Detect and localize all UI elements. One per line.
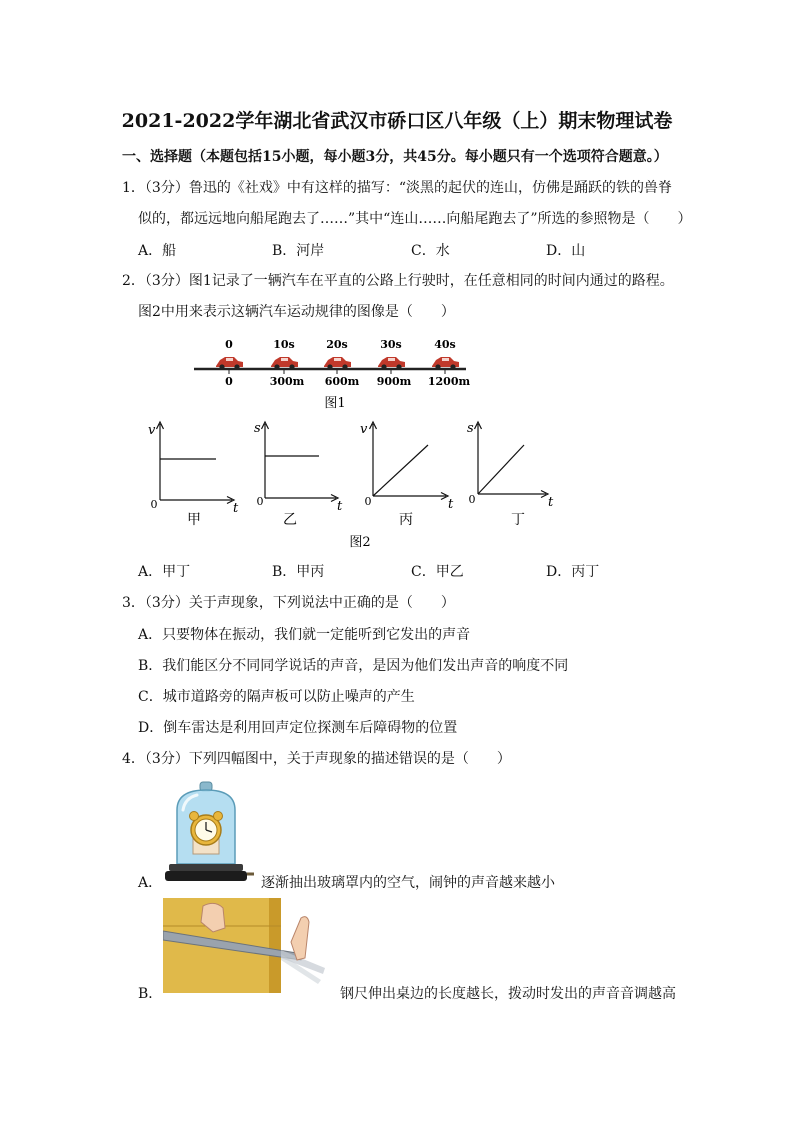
q1-stem-line2: 似的，都远远地向船尾跑去了……”其中“连山……向船尾跑去了”所选的参照物是（ ） [138,211,692,227]
svg-text:v: v [360,422,368,437]
q4-option-a-text: 逐渐抽出玻璃罩内的空气，闹钟的声音越来越小 [261,875,555,891]
svg-text:0: 0 [364,495,372,508]
q3-option-c: C．城市道路旁的隔声板可以防止噪声的产生 [138,689,415,705]
car-icon [324,357,351,370]
graph-label-yi: 乙 [283,512,297,528]
section-heading: 一、选择题（本题包括15小题，每小题3分，共45分。每小题只有一个选项符合题意。） [122,149,668,165]
fig1-time-40s: 40s [434,338,456,351]
svg-text:0: 0 [468,493,476,506]
fig1-dist-0: 0 [225,375,233,388]
graph-yi [254,421,343,528]
q1-option-c: C．水 [411,243,450,259]
figure-1-caption: 图1 [324,396,346,410]
q1-stem-line1: 1．（3分）鲁迅的《社戏》中有这样的描写：“淡黑的起伏的连山，仿佛是踊跃的铁的兽脊 [122,180,672,196]
svg-text:0: 0 [150,498,158,511]
svg-text:t: t [548,495,554,510]
q2-stem-line1: 2．（3分）图1记录了一辆汽车在平直的公路上行驶时，在任意相同的时间内通过的路程。 [122,273,674,289]
svg-text:t: t [337,499,343,514]
q2-option-c: C．甲乙 [411,564,464,580]
svg-text:t: t [233,501,239,516]
q1-option-b: B．河岸 [272,243,325,259]
ruler-on-table-image [163,898,338,993]
q3-option-b: B．我们能区分不同同学说话的声音，是因为他们发出声音的响度不同 [138,658,569,674]
svg-text:t: t [448,497,454,512]
graph-label-bing: 丙 [399,512,413,528]
svg-text:s: s [254,421,261,436]
q3-option-d: D．倒车雷达是利用回声定位探测车后障碍物的位置 [138,720,458,736]
figure-1-road [190,330,480,410]
fig1-time-10s: 10s [273,338,295,351]
q4-option-a-letter: A． [138,875,163,891]
svg-text:0: 0 [256,495,264,508]
q2-option-a: A．甲丁 [138,564,191,580]
q3-option-a: A．只要物体在振动，我们就一定能听到它发出的声音 [138,627,471,643]
car-icon [271,357,298,370]
q2-option-d: D．丙丁 [546,564,600,580]
car-icon [432,357,459,370]
svg-text:v: v [148,423,156,438]
car-icon [378,357,405,370]
graph-bing [360,422,454,528]
q3-stem: 3．（3分）关于声现象，下列说法中正确的是（ ） [122,595,455,611]
figure-2-caption: 图2 [349,535,371,550]
graph-label-ding: 丁 [511,512,525,528]
q4-option-b-letter: B． [138,986,163,1002]
svg-text:s: s [467,421,474,436]
fig1-dist-900m: 900m [376,375,412,388]
graph-jia [148,422,239,528]
fig1-dist-600m: 600m [324,375,360,388]
bell-jar-alarm-clock-image [163,780,255,888]
q2-stem-line2: 图2中用来表示这辆汽车运动规律的图像是（ ） [138,304,455,320]
graph-label-jia: 甲 [187,512,201,528]
fig1-time-30s: 30s [380,338,402,351]
q4-stem: 4．（3分）下列四幅图中，关于声现象的描述错误的是（ ） [122,751,511,767]
fig1-dist-300m: 300m [269,375,305,388]
q2-option-b: B．甲丙 [272,564,325,580]
q1-option-a: A．船 [138,243,177,259]
car-icon [216,357,243,370]
fig1-time-0: 0 [225,338,233,351]
page-title: 2021-2022学年湖北省武汉市硚口区八年级（上）期末物理试卷 [121,110,673,132]
fig1-time-20s: 20s [326,338,348,351]
figure-2-graphs [140,412,580,552]
graph-ding [467,421,554,528]
q4-option-b-text: 钢尺伸出桌边的长度越长，拨动时发出的声音音调越高 [340,986,676,1002]
fig1-dist-1200m: 1200m [427,375,471,388]
q1-option-d: D．山 [546,243,586,259]
